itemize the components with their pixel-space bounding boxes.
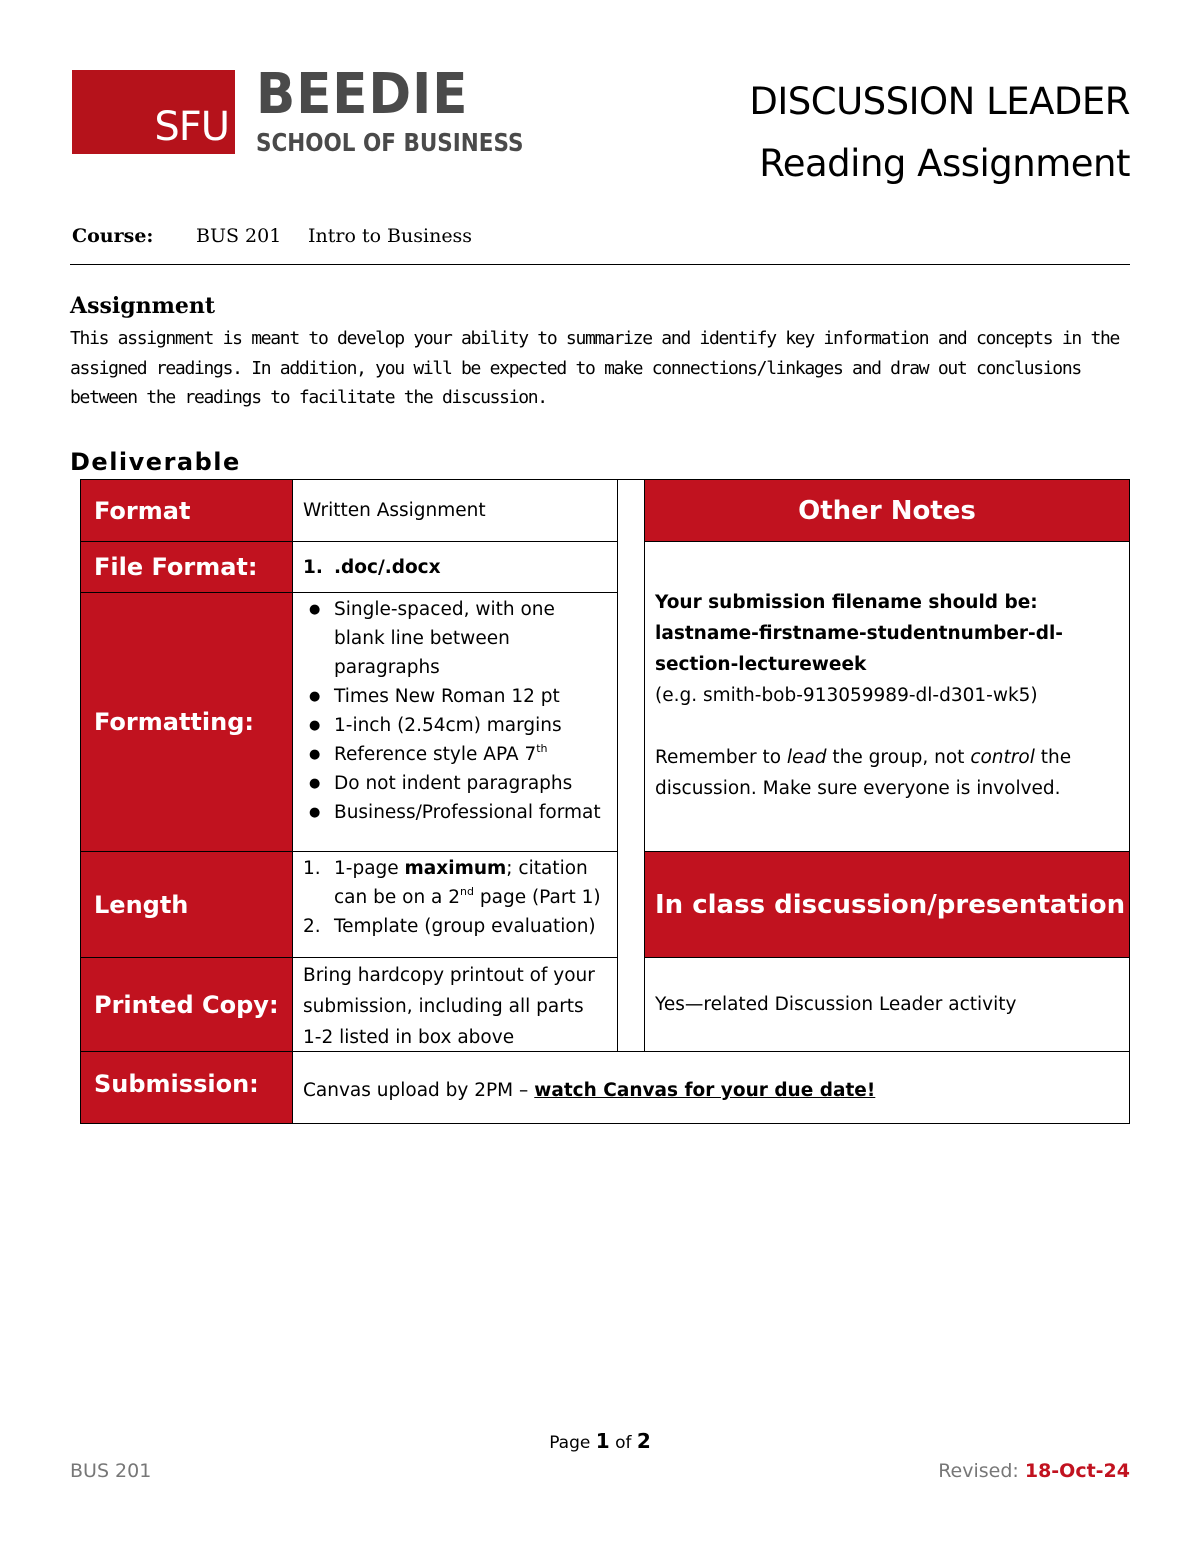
- course-line: [72, 222, 472, 250]
- formatting-item: ● Times New Roman 12 pt: [303, 682, 607, 711]
- class-discussion-heading: In class discussion/presentation: [655, 889, 1126, 920]
- printed-copy-value: Bring hardcopy printout of your submission, including all parts 1-2 listed in box above: [303, 965, 595, 1048]
- format-value: Written Assignment: [303, 500, 486, 521]
- submission-prefix: Canvas upload by 2PM –: [303, 1080, 529, 1101]
- printed-copy-label: Printed Copy:: [94, 990, 279, 1019]
- course-label: Course:: [72, 225, 154, 247]
- file-format-label: File Format:: [94, 553, 258, 581]
- class-discussion-value-cell: [644, 957, 1130, 1052]
- submission-due-date-link[interactable]: watch Canvas for your due date!: [534, 1080, 876, 1101]
- formatting-item: ● Do not indent paragraphs: [303, 769, 607, 798]
- formatting-item: ● Reference style APA 7th: [303, 740, 607, 769]
- table-gap-column: [617, 479, 645, 1052]
- printed-copy-value-cell: [292, 957, 618, 1052]
- title-line-1: DISCUSSION LEADER: [749, 80, 1130, 123]
- length-item-1: 1. 1-page maximum; citation can be on a 2nd page (Part 1): [303, 858, 601, 908]
- page-number: Page 1 of 2: [549, 1429, 651, 1453]
- header-divider: [70, 264, 1130, 265]
- other-notes-heading: Other Notes: [798, 495, 976, 526]
- format-label: Format: [94, 496, 191, 525]
- footer-course: BUS 201: [70, 1460, 152, 1482]
- document-title: [749, 78, 1130, 188]
- formatting-value-cell: [292, 592, 618, 852]
- format-label-cell: [80, 479, 293, 542]
- school-of-business-text: SCHOOL OF BUSINESS: [256, 128, 524, 157]
- leadership-reminder: Remember to lead the group, not control the discussion. Make sure everyone is involved.: [655, 747, 1072, 799]
- filename-example: (e.g. smith-bob-913059989-dl-d301-wk5): [655, 685, 1038, 706]
- submission-value-cell: [292, 1051, 1130, 1124]
- class-discussion-value: Yes—related Discussion Leader activity: [655, 994, 1017, 1015]
- formatting-item: ● Single-spaced, with one blank line between paragraphs: [303, 595, 607, 682]
- formatting-label: Formatting:: [94, 708, 254, 736]
- length-label: Length: [94, 890, 189, 919]
- file-format-num: 1.: [303, 556, 323, 578]
- formatting-item: ● 1-inch (2.54cm) margins: [303, 711, 607, 740]
- course-name: Intro to Business: [308, 225, 473, 247]
- format-value-cell: [292, 479, 618, 542]
- length-list: [303, 854, 607, 941]
- length-value-cell: [292, 851, 618, 958]
- submission-label-cell: [80, 1051, 293, 1124]
- apa-superscript: th: [536, 741, 548, 755]
- formatting-list: [303, 595, 607, 827]
- other-notes-body: [644, 541, 1130, 852]
- revised-date: 18-Oct-24: [1024, 1460, 1130, 1482]
- deliverable-table: [80, 479, 1130, 1124]
- formatting-label-cell: [80, 592, 293, 852]
- file-format-label-cell: [80, 541, 293, 593]
- assignment-heading: Assignment: [70, 293, 216, 319]
- length-item-2: 2. Template (group evaluation): [303, 916, 596, 937]
- file-format-value-cell: [292, 541, 618, 593]
- printed-copy-label-cell: [80, 957, 293, 1052]
- length-label-cell: [80, 851, 293, 958]
- filename-instructions: Your submission filename should be: lastname-firstname-studentnumber-dl-section-lectureweek: [655, 592, 1063, 675]
- other-notes-header: [644, 479, 1130, 542]
- beedie-logo-text: BEEDIE: [256, 62, 469, 127]
- title-line-2: Reading Assignment: [759, 142, 1130, 185]
- course-code: BUS 201: [196, 225, 282, 247]
- sfu-logo-text: SFU: [154, 104, 229, 150]
- deliverable-heading: Deliverable: [70, 448, 241, 476]
- footer-revised: Revised: 18-Oct-24: [938, 1460, 1130, 1482]
- assignment-body: This assignment is meant to develop your ability to summarize and identify key information and concepts in the assigned readings. In addition, you will be expected to make connections/linkages and draw out conclusions between the readings to facilitate the discussion.: [70, 328, 1120, 408]
- formatting-item: ● Business/Professional format: [303, 798, 607, 827]
- submission-label: Submission:: [94, 1070, 259, 1098]
- file-format-value: .doc/.docx: [334, 556, 441, 578]
- class-discussion-header: [644, 851, 1130, 958]
